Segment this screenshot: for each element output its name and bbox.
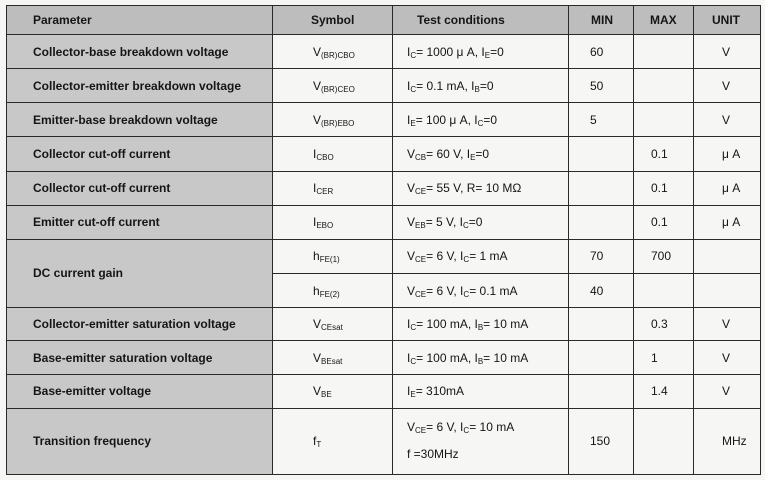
unit-cell: V <box>694 69 761 103</box>
condition-segment: = 100 mA, I <box>416 350 478 365</box>
symbol-cell <box>273 35 393 69</box>
symbol-cell <box>273 103 393 137</box>
min-cell: 150 <box>569 408 634 474</box>
test-conditions-cell <box>393 239 569 273</box>
condition-segment: I <box>407 78 411 93</box>
parameter-cell: DC current gain <box>7 239 273 307</box>
symbol-subscript: CER <box>316 187 334 197</box>
parameter-cell: Emitter cut-off current <box>7 205 273 239</box>
parameter-cell: Collector cut-off current <box>7 171 273 205</box>
condition-subscript: E <box>410 390 416 400</box>
parameter-cell: Collector-emitter saturation voltage <box>7 308 273 341</box>
condition-segment: = 6 V, I <box>426 420 464 435</box>
condition-segment: =0 <box>468 215 483 230</box>
max-cell: 1.4 <box>634 375 694 408</box>
min-cell <box>569 205 634 239</box>
parameter-cell: Transition frequency <box>7 408 273 474</box>
header-test-conditions: Test conditions <box>393 6 569 35</box>
table-row <box>7 35 761 69</box>
test-conditions-cell <box>393 273 569 307</box>
condition-text <box>407 351 528 365</box>
symbol-cell <box>273 375 393 408</box>
unit-cell: V <box>694 103 761 137</box>
symbol-cell <box>273 408 393 474</box>
symbol-main: h <box>313 249 320 264</box>
symbol-subscript: (BR)CBO <box>321 50 355 60</box>
symbol-main: f <box>313 434 317 449</box>
max-cell <box>634 273 694 307</box>
condition-text <box>407 45 504 59</box>
unit-cell <box>694 273 761 307</box>
min-cell: 5 <box>569 103 634 137</box>
min-cell: 70 <box>569 239 634 273</box>
test-conditions-cell <box>393 103 569 137</box>
symbol-cell <box>273 205 393 239</box>
table-row <box>7 103 761 137</box>
condition-text <box>407 284 518 298</box>
condition-segment: I <box>407 44 411 59</box>
min-cell: 40 <box>569 273 634 307</box>
condition-segment: = 55 V, R= 10 MΩ <box>426 181 522 196</box>
symbol-cell <box>273 273 393 307</box>
table-row <box>7 171 761 205</box>
condition-subscript: C <box>463 255 470 265</box>
symbol-subscript: (BR)CEO <box>321 84 355 94</box>
condition-segment: V <box>407 215 416 230</box>
max-cell <box>634 103 694 137</box>
condition-text <box>407 420 514 434</box>
unit-cell: V <box>694 375 761 408</box>
symbol-subscript: FE(1) <box>319 255 340 265</box>
parameter-cell: Collector cut-off current <box>7 137 273 171</box>
symbol-subscript: CEsat <box>321 323 343 333</box>
condition-subscript: EB <box>415 221 426 231</box>
unit-cell: μ A <box>694 205 761 239</box>
condition-segment: = 100 mA, I <box>416 317 478 332</box>
symbol-main: V <box>313 44 322 59</box>
condition-segment: = 310mA <box>415 384 465 399</box>
condition-subscript: E <box>410 118 416 128</box>
header-parameter: Parameter <box>7 6 273 35</box>
condition-segment: = 10 mA <box>469 420 515 435</box>
condition-subscript: CE <box>415 187 427 197</box>
table-row <box>7 205 761 239</box>
symbol-main: V <box>313 78 322 93</box>
parameter-cell: Collector-base breakdown voltage <box>7 35 273 69</box>
condition-segment: = 100 μ A, I <box>415 112 478 127</box>
unit-cell: μ A <box>694 137 761 171</box>
max-cell: 0.1 <box>634 205 694 239</box>
symbol-main: I <box>313 215 317 230</box>
condition-segment: = 10 mA <box>483 317 529 332</box>
condition-segment: I <box>407 112 411 127</box>
parameter-cell: Base-emitter saturation voltage <box>7 341 273 375</box>
table-row <box>7 341 761 375</box>
condition-text <box>407 215 482 229</box>
unit-cell: V <box>694 308 761 341</box>
condition-text <box>407 147 489 161</box>
condition-segment: = 0.1 mA, I <box>416 78 475 93</box>
condition-segment: V <box>407 283 416 298</box>
symbol-subscript: BE <box>321 390 332 400</box>
symbol-subscript: FE(2) <box>319 289 340 299</box>
min-cell <box>569 137 634 171</box>
condition-subscript: C <box>410 356 417 366</box>
condition-subscript: E <box>484 50 491 60</box>
symbol-cell <box>273 239 393 273</box>
unit-cell: V <box>694 341 761 375</box>
condition-subscript: CB <box>415 152 427 162</box>
max-cell: 0.3 <box>634 308 694 341</box>
symbol-main: I <box>313 181 317 196</box>
condition-text <box>407 384 464 398</box>
condition-segment: = 60 V, I <box>426 146 471 161</box>
unit-cell: μ A <box>694 171 761 205</box>
table-row <box>7 137 761 171</box>
condition-segment: I <box>407 384 411 399</box>
unit-cell <box>694 239 761 273</box>
condition-text <box>407 79 494 93</box>
max-cell <box>634 408 694 474</box>
max-cell: 0.1 <box>634 137 694 171</box>
symbol-subscript: (BR)EBO <box>321 118 355 128</box>
condition-subscript: C <box>410 323 417 333</box>
condition-segment: =0 <box>475 146 490 161</box>
max-cell: 0.1 <box>634 171 694 205</box>
condition-subscript: B <box>477 323 484 333</box>
symbol-subscript: CBO <box>316 152 334 162</box>
test-conditions-cell <box>393 69 569 103</box>
table-row <box>7 239 761 273</box>
symbol-main: V <box>313 112 322 127</box>
condition-segment: V <box>407 146 416 161</box>
test-conditions-cell <box>393 205 569 239</box>
symbol-subscript: T <box>316 440 322 450</box>
condition-text <box>407 181 521 195</box>
min-cell: 50 <box>569 69 634 103</box>
table-row <box>7 408 761 474</box>
unit-cell: V <box>694 35 761 69</box>
test-conditions-cell <box>393 308 569 341</box>
condition-subscript: E <box>470 152 476 162</box>
symbol-cell <box>273 171 393 205</box>
symbol-main: V <box>313 384 322 399</box>
condition-segment: = 6 V, I <box>426 283 464 298</box>
symbol-cell <box>273 69 393 103</box>
condition-segment: = 1 mA <box>469 249 508 264</box>
max-cell <box>634 69 694 103</box>
condition-subscript: CE <box>415 255 427 265</box>
symbol-main: V <box>313 350 322 365</box>
condition-text-line2: f =30MHz <box>407 447 459 462</box>
condition-segment: I <box>407 350 411 365</box>
condition-text <box>407 249 508 263</box>
condition-subscript: CE <box>415 289 427 299</box>
test-conditions-cell <box>393 341 569 375</box>
table-header-row <box>7 6 761 35</box>
parameter-cell: Emitter-base breakdown voltage <box>7 103 273 137</box>
symbol-main: I <box>313 146 317 161</box>
condition-segment: = 0.1 mA <box>469 283 518 298</box>
unit-cell: MHz <box>694 408 761 474</box>
header-unit: UNIT <box>694 6 761 35</box>
condition-subscript: C <box>477 118 484 128</box>
condition-subscript: CE <box>415 426 427 436</box>
min-cell: 60 <box>569 35 634 69</box>
condition-segment: =0 <box>490 44 504 59</box>
condition-subscript: C <box>410 84 417 94</box>
test-conditions-cell <box>393 35 569 69</box>
table-row <box>7 308 761 341</box>
max-cell: 700 <box>634 239 694 273</box>
min-cell <box>569 341 634 375</box>
test-conditions-cell <box>393 375 569 408</box>
electrical-characteristics-table <box>6 5 761 475</box>
parameter-cell: Collector-emitter breakdown voltage <box>7 69 273 103</box>
condition-subscript: C <box>463 426 470 436</box>
condition-text <box>407 317 528 331</box>
symbol-subscript: EBO <box>316 221 334 231</box>
symbol-cell <box>273 308 393 341</box>
max-cell <box>634 35 694 69</box>
symbol-cell <box>273 341 393 375</box>
condition-segment: V <box>407 420 416 435</box>
table-row <box>7 375 761 408</box>
condition-subscript: C <box>462 221 469 231</box>
test-conditions-cell <box>393 137 569 171</box>
condition-subscript: C <box>410 50 417 60</box>
condition-subscript: B <box>474 84 480 94</box>
condition-segment: =0 <box>483 112 498 127</box>
max-cell: 1 <box>634 341 694 375</box>
condition-segment: = 5 V, I <box>425 215 463 230</box>
min-cell <box>569 308 634 341</box>
condition-segment: V <box>407 181 416 196</box>
condition-segment: I <box>407 317 411 332</box>
condition-segment: =0 <box>479 78 494 93</box>
test-conditions-cell <box>393 171 569 205</box>
header-min: MIN <box>569 6 634 35</box>
symbol-subscript: BEsat <box>321 356 343 366</box>
condition-segment: V <box>407 249 416 264</box>
symbol-main: V <box>313 317 322 332</box>
test-conditions-cell <box>393 408 569 474</box>
condition-segment: = 6 V, I <box>426 249 464 264</box>
condition-segment: = 1000 μ A, I <box>416 44 485 59</box>
header-symbol: Symbol <box>273 6 393 35</box>
condition-subscript: C <box>463 289 470 299</box>
symbol-main: h <box>313 283 320 298</box>
header-max: MAX <box>634 6 694 35</box>
min-cell <box>569 171 634 205</box>
condition-text <box>407 113 497 127</box>
min-cell <box>569 375 634 408</box>
parameter-cell: Base-emitter voltage <box>7 375 273 408</box>
condition-segment: = 10 mA <box>483 350 529 365</box>
symbol-cell <box>273 137 393 171</box>
condition-subscript: B <box>477 356 484 366</box>
table-row <box>7 69 761 103</box>
